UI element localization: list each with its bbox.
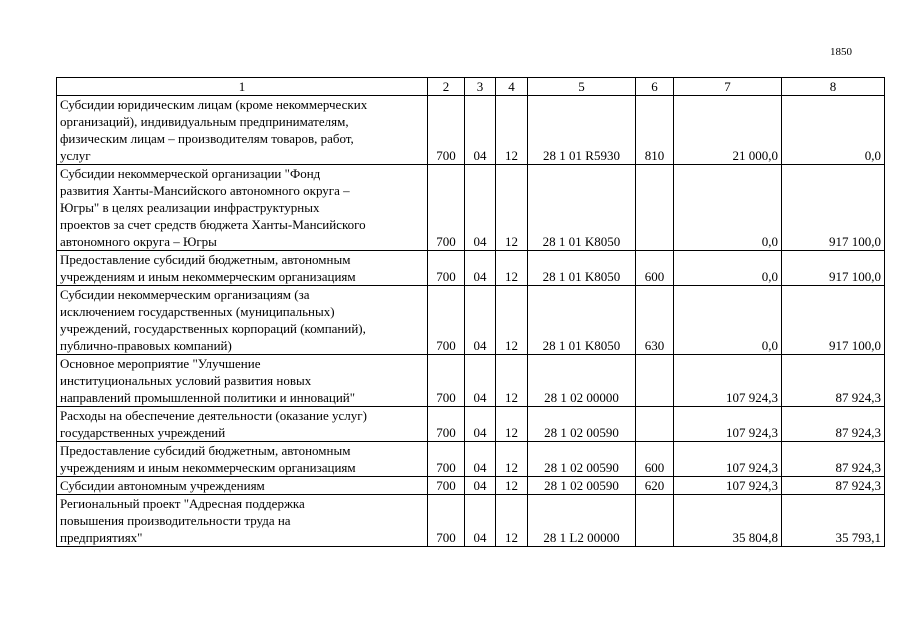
cell-target-article: 28 1 02 00590 bbox=[528, 407, 636, 442]
item-name-line: услуг bbox=[60, 148, 91, 163]
cell-amount-2: 35 793,1 bbox=[782, 495, 885, 547]
item-name-line: публично-правовых компаний) bbox=[60, 338, 232, 353]
item-name-line: учреждениям и иным некоммерческим организациям bbox=[60, 269, 356, 284]
cell-expense-type: 810 bbox=[636, 96, 674, 165]
cell-item-name bbox=[57, 355, 428, 407]
cell-expense-type bbox=[636, 495, 674, 547]
cell-target-article: 28 1 01 K8050 bbox=[528, 165, 636, 251]
table-row bbox=[57, 286, 885, 355]
item-name-line: организаций), индивидуальным предпринимателям, bbox=[60, 114, 349, 129]
item-name-line: Региональный проект "Адресная поддержка bbox=[60, 496, 305, 511]
cell-section: 700 bbox=[428, 442, 465, 477]
cell-subsection-code: 12 bbox=[496, 251, 528, 286]
cell-amount-1: 107 924,3 bbox=[674, 477, 782, 495]
table-row bbox=[57, 407, 885, 442]
cell-expense-type bbox=[636, 165, 674, 251]
column-header-1: 1 bbox=[57, 78, 428, 96]
cell-section: 700 bbox=[428, 477, 465, 495]
item-name-line: институциональных условий развития новых bbox=[60, 373, 312, 388]
item-name-line: Расходы на обеспечение деятельности (оказание услуг) bbox=[60, 408, 367, 423]
cell-expense-type: 630 bbox=[636, 286, 674, 355]
cell-subsection-code: 12 bbox=[496, 495, 528, 547]
item-name-line: направлений промышленной политики и инноваций" bbox=[60, 390, 356, 405]
cell-target-article: 28 1 01 K8050 bbox=[528, 251, 636, 286]
cell-target-article: 28 1 01 R5930 bbox=[528, 96, 636, 165]
cell-subsection-code: 12 bbox=[496, 355, 528, 407]
cell-item-name bbox=[57, 477, 428, 495]
column-header-3: 3 bbox=[465, 78, 496, 96]
cell-subsection-code: 12 bbox=[496, 96, 528, 165]
cell-item-name bbox=[57, 442, 428, 477]
cell-section: 700 bbox=[428, 286, 465, 355]
cell-subsection-code: 12 bbox=[496, 286, 528, 355]
cell-section: 700 bbox=[428, 355, 465, 407]
cell-target-article: 28 1 02 00000 bbox=[528, 355, 636, 407]
cell-subsection: 04 bbox=[465, 251, 496, 286]
column-header-8: 8 bbox=[782, 78, 885, 96]
cell-amount-1: 0,0 bbox=[674, 286, 782, 355]
item-name-line: Субсидии юридическим лицам (кроме некоммерческих bbox=[60, 97, 368, 112]
cell-amount-1: 107 924,3 bbox=[674, 407, 782, 442]
cell-item-name bbox=[57, 96, 428, 165]
page-number: 1850 bbox=[830, 46, 852, 58]
cell-section: 700 bbox=[428, 407, 465, 442]
budget-table bbox=[56, 77, 885, 547]
cell-subsection: 04 bbox=[465, 355, 496, 407]
cell-subsection: 04 bbox=[465, 407, 496, 442]
cell-subsection-code: 12 bbox=[496, 477, 528, 495]
table-row bbox=[57, 355, 885, 407]
table-row bbox=[57, 477, 885, 495]
item-name-line: Субсидии некоммерческим организациям (за bbox=[60, 287, 310, 302]
cell-expense-type: 600 bbox=[636, 442, 674, 477]
cell-amount-2: 87 924,3 bbox=[782, 442, 885, 477]
item-name-line: учреждениям и иным некоммерческим организациям bbox=[60, 460, 356, 475]
column-header-4: 4 bbox=[496, 78, 528, 96]
item-name-line: Субсидии некоммерческой организации "Фонд bbox=[60, 166, 321, 181]
cell-item-name bbox=[57, 407, 428, 442]
cell-expense-type bbox=[636, 355, 674, 407]
cell-subsection: 04 bbox=[465, 495, 496, 547]
cell-amount-1: 21 000,0 bbox=[674, 96, 782, 165]
cell-section: 700 bbox=[428, 251, 465, 286]
column-header-5: 5 bbox=[528, 78, 636, 96]
cell-subsection: 04 bbox=[465, 477, 496, 495]
item-name-line: Основное мероприятие "Улучшение bbox=[60, 356, 261, 371]
item-name-line: физическим лицам – производителям товаров, работ, bbox=[60, 131, 354, 146]
cell-amount-2: 87 924,3 bbox=[782, 407, 885, 442]
cell-subsection: 04 bbox=[465, 442, 496, 477]
cell-section: 700 bbox=[428, 96, 465, 165]
cell-section: 700 bbox=[428, 165, 465, 251]
item-name-line: Предоставление субсидий бюджетным, автономным bbox=[60, 443, 351, 458]
cell-subsection-code: 12 bbox=[496, 442, 528, 477]
cell-target-article: 28 1 02 00590 bbox=[528, 477, 636, 495]
item-name-line: государственных учреждений bbox=[60, 425, 226, 440]
cell-amount-2: 87 924,3 bbox=[782, 355, 885, 407]
cell-amount-2: 917 100,0 bbox=[782, 165, 885, 251]
cell-item-name bbox=[57, 286, 428, 355]
table-row bbox=[57, 96, 885, 165]
cell-amount-2: 917 100,0 bbox=[782, 286, 885, 355]
cell-section: 700 bbox=[428, 495, 465, 547]
cell-subsection-code: 12 bbox=[496, 165, 528, 251]
table-row bbox=[57, 165, 885, 251]
cell-target-article: 28 1 L2 00000 bbox=[528, 495, 636, 547]
item-name-line: Субсидии автономным учреждениям bbox=[60, 478, 265, 493]
cell-amount-1: 0,0 bbox=[674, 251, 782, 286]
cell-amount-1: 107 924,3 bbox=[674, 355, 782, 407]
item-name-line: проектов за счет средств бюджета Ханты-Мансийского bbox=[60, 217, 366, 232]
item-name-line: учреждений, государственных корпораций (компаний), bbox=[60, 321, 366, 336]
cell-target-article: 28 1 01 K8050 bbox=[528, 286, 636, 355]
cell-target-article: 28 1 02 00590 bbox=[528, 442, 636, 477]
cell-subsection: 04 bbox=[465, 96, 496, 165]
column-number-row bbox=[57, 78, 885, 96]
item-name-line: предприятиях" bbox=[60, 530, 143, 545]
cell-subsection: 04 bbox=[465, 286, 496, 355]
column-header-2: 2 bbox=[428, 78, 465, 96]
column-header-6: 6 bbox=[636, 78, 674, 96]
cell-item-name bbox=[57, 495, 428, 547]
cell-amount-2: 87 924,3 bbox=[782, 477, 885, 495]
column-header-7: 7 bbox=[674, 78, 782, 96]
cell-amount-2: 0,0 bbox=[782, 96, 885, 165]
table-row bbox=[57, 495, 885, 547]
cell-item-name bbox=[57, 251, 428, 286]
item-name-line: развития Ханты-Мансийского автономного округа – bbox=[60, 183, 350, 198]
cell-expense-type bbox=[636, 407, 674, 442]
cell-amount-2: 917 100,0 bbox=[782, 251, 885, 286]
item-name-line: повышения производительности труда на bbox=[60, 513, 291, 528]
cell-item-name bbox=[57, 165, 428, 251]
table-body bbox=[57, 78, 885, 547]
item-name-line: автономного округа – Югры bbox=[60, 234, 217, 249]
cell-expense-type: 600 bbox=[636, 251, 674, 286]
item-name-line: Югры" в целях реализации инфраструктурных bbox=[60, 200, 320, 215]
cell-amount-1: 35 804,8 bbox=[674, 495, 782, 547]
table-row bbox=[57, 442, 885, 477]
table-row bbox=[57, 251, 885, 286]
cell-amount-1: 0,0 bbox=[674, 165, 782, 251]
cell-amount-1: 107 924,3 bbox=[674, 442, 782, 477]
cell-expense-type: 620 bbox=[636, 477, 674, 495]
cell-subsection-code: 12 bbox=[496, 407, 528, 442]
item-name-line: исключением государственных (муниципальных) bbox=[60, 304, 335, 319]
cell-subsection: 04 bbox=[465, 165, 496, 251]
item-name-line: Предоставление субсидий бюджетным, автономным bbox=[60, 252, 351, 267]
